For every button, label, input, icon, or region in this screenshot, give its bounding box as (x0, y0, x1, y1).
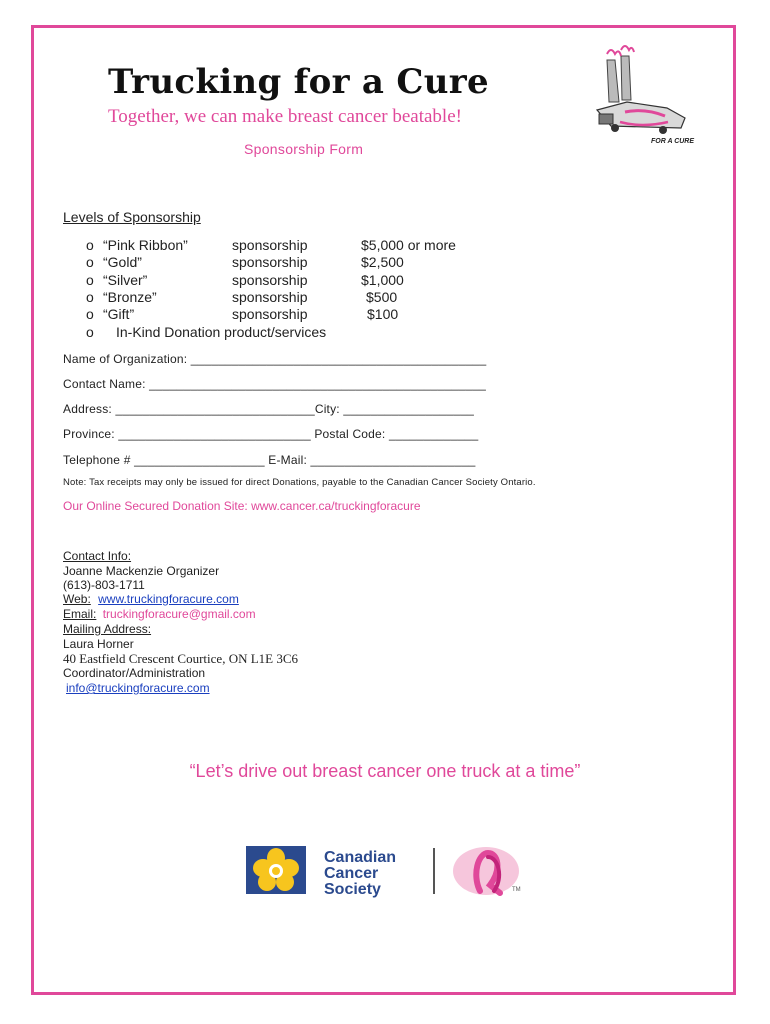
tax-note: Note: Tax receipts may only be issued for direct Donations, payable to the Canadian Cancer Society Ontario. (63, 477, 536, 488)
level-type: sponsorship (232, 254, 308, 271)
online-donation-site[interactable]: Our Online Secured Donation Site: www.cancer.ca/truckingforacure (63, 499, 421, 513)
level-amount: $5,000 or more (361, 237, 456, 253)
info-email-link[interactable]: info@truckingforacure.com (66, 681, 210, 695)
level-name: “Gold” (103, 254, 142, 271)
ccs-logo-mark (246, 846, 306, 894)
level-amount: $500 (366, 288, 398, 305)
level-type: sponsorship (232, 271, 308, 288)
email-label: Email: (63, 607, 97, 621)
level-name: “Silver” (103, 271, 148, 288)
contact-heading: Contact Info: (63, 549, 132, 563)
page-title: Trucking for a Cure (108, 62, 489, 102)
organizer-name: Joanne Mackenzie Organizer (63, 564, 220, 578)
level-name: In-Kind Donation product/services (116, 323, 327, 340)
level-bullet: o (86, 288, 94, 305)
ccs-line-3: Society (324, 881, 381, 898)
level-bullet: o (86, 254, 94, 271)
ccs-wordmark (324, 850, 396, 898)
level-bullet: o (86, 237, 94, 253)
trucking-logo (585, 42, 695, 152)
email-link[interactable]: truckingforacure@gmail.com (102, 607, 256, 621)
level-amount: $2,500 (361, 254, 404, 271)
mailing-street: 40 Eastfield Crescent Courtice, ON L1E 3C6 (63, 651, 299, 666)
truck-icon (585, 42, 695, 152)
level-type: sponsorship (232, 237, 308, 253)
logo-divider (433, 848, 435, 894)
pink-ribbon-icon (452, 845, 528, 897)
svg-text:TM: TM (512, 887, 521, 893)
level-bullet: o (86, 271, 94, 288)
web-row (63, 592, 239, 607)
ccs-line-2: Cancer (324, 865, 379, 882)
ccs-line-1: Canadian (324, 849, 397, 866)
mailing-heading: Mailing Address: (63, 622, 152, 636)
province-field[interactable]: Province: ____________________________ Postal Code: _____________ (63, 427, 479, 441)
closing-quote: “Let’s drive out breast cancer one truck at a time” (189, 761, 581, 781)
level-name: “Gift” (103, 306, 135, 323)
organization-field[interactable]: Name of Organization: ___________________________________________ (63, 352, 487, 366)
level-type: sponsorship (232, 306, 308, 323)
mailing-name: Laura Horner (63, 637, 134, 651)
level-name: “Bronze” (103, 288, 157, 305)
svg-text:FOR A CURE: FOR A CURE (651, 138, 695, 145)
web-label: Web: (63, 592, 91, 606)
web-link[interactable]: www.truckingforacure.com (98, 592, 239, 606)
organizer-phone: (613)-803-1711 (63, 578, 145, 592)
daffodil-icon (246, 846, 306, 894)
level-amount: $1,000 (361, 271, 404, 288)
contact-name-field[interactable]: Contact Name: _________________________________________________ (63, 377, 486, 391)
address-field[interactable]: Address: _____________________________City: ___________________ (63, 402, 474, 416)
level-amount: $100 (367, 306, 399, 323)
pink-ribbon-logo (452, 845, 528, 897)
level-type: sponsorship (232, 288, 308, 305)
level-bullet: o (86, 306, 94, 323)
form-title: Sponsorship Form (244, 141, 364, 157)
email-row (63, 607, 256, 622)
level-bullet: o (86, 323, 94, 340)
telephone-field[interactable]: Telephone # ___________________ E-Mail: ________________________ (63, 453, 476, 467)
tagline: Together, we can make breast cancer beatable! (108, 106, 462, 127)
level-name: “Pink Ribbon” (103, 237, 188, 253)
levels-heading: Levels of Sponsorship (63, 209, 201, 225)
mailing-role: Coordinator/Administration (63, 666, 206, 680)
